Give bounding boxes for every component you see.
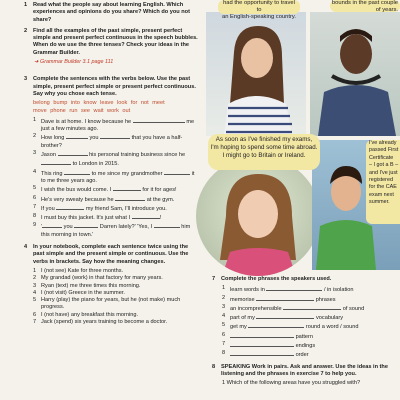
answer-blank[interactable] (256, 295, 314, 301)
photo-boy-headphones (310, 12, 400, 136)
list-item: 1 Which of the following areas have you struggled with? (222, 380, 361, 387)
list-item: 5 Harry (play) the piano for years, but he (not make) much progress. (33, 297, 181, 311)
answer-blank[interactable] (56, 204, 84, 210)
exercise-number: 3 (24, 76, 28, 83)
exercise-4 (24, 244, 200, 266)
exercise-2 (24, 28, 200, 57)
speech-bubble-3: As soon as I've finished my exams, I'm hoping to spend some time abroad. I might go to Britain or Ireland. (208, 134, 320, 170)
answer-blank[interactable] (230, 350, 294, 356)
grammar-builder-link[interactable] (34, 59, 200, 66)
right-column (212, 276, 400, 388)
left-column (24, 0, 200, 326)
list-item: 1 I (not see) Kate for three months. (33, 267, 124, 274)
portrait-illustration (310, 12, 400, 136)
exercise-8 (212, 364, 400, 379)
answer-blank[interactable] (100, 133, 130, 139)
exercise-7 (212, 276, 400, 283)
list-item: 3 Ryan (text) me three times this morning. (33, 282, 141, 289)
arrow-icon: ➜ (34, 59, 41, 66)
answer-blank[interactable] (248, 322, 304, 328)
portrait-illustration (196, 156, 320, 276)
list-item: 1 learn words in / in isolation (222, 285, 354, 294)
exercise-1 (24, 2, 200, 24)
exercise-number: 4 (24, 244, 28, 251)
answer-blank[interactable] (283, 304, 341, 310)
exercise-instruction: Complete the sentences with the verbs below. Use the past simple, present perfect simple or present perfect continuous. Say why you chose each tense. (33, 76, 196, 97)
list-item: 5 get my round a word / sound (222, 322, 359, 331)
word-box-line-2: move phone run see wait work out (33, 107, 131, 114)
speech-bubble-4: I've already passed First Certificate – I got a B – and I've just registered for the CAE exam next summer. (366, 140, 400, 224)
answer-blank[interactable] (266, 285, 322, 291)
list-item: 5 I wish the bus would come. I for it for ages! (33, 185, 177, 194)
exercise-7-items (212, 285, 400, 359)
exercise-4-items (33, 268, 200, 326)
list-item: 3 an incomprehensible of sound (222, 303, 365, 312)
answer-blank[interactable] (113, 185, 141, 191)
list-item: 3 Jason his personal training business since he to London in 2015. (33, 150, 186, 168)
exercise-3 (24, 76, 200, 98)
exercise-number: 8 (212, 363, 216, 370)
answer-blank[interactable] (230, 341, 294, 347)
exercise-instruction: Find all the examples of the past simple, present perfect simple and present perfect continuous in the speech bubbles. When do we use the three tenses? Check your ideas in the Grammar Builder. (33, 27, 198, 56)
list-item: 7 endings (222, 341, 316, 350)
exercise-number: 1 (24, 2, 28, 8)
list-item: 1 Dave is at home. I know because he me just a few minutes ago. (33, 116, 195, 133)
exercise-number: 2 (24, 27, 28, 34)
list-item: 4 This ring to me since my grandmother it to me three years ago. (33, 168, 195, 184)
exercise-instruction: In your notebook, complete each sentence twice using the past simple and the present simple or continuous. Use the verbs in brackets. Say how the meaning changes. (33, 244, 189, 265)
photo-girl-smiling (206, 12, 306, 136)
exercise-3-items (33, 117, 200, 239)
exercise-instruction: SPEAKING Work in pairs. Ask and answer. Use the ideas in the listening and the phrases in exercise 7 to help you. (221, 363, 388, 377)
answer-blank[interactable] (133, 117, 185, 123)
answer-blank[interactable] (74, 222, 98, 228)
answer-blank[interactable] (64, 169, 90, 175)
word-box-line-1: belong bump into know leave look for not meet (33, 100, 165, 107)
list-item: 8 I must buy this jacket. It's just what I ! (33, 213, 162, 222)
exercise-number: 7 (212, 276, 216, 282)
photo-girl-circle (196, 156, 320, 276)
answer-blank[interactable] (230, 332, 294, 338)
answer-blank[interactable] (164, 169, 190, 175)
speaking-label: SPEAKING (221, 363, 251, 370)
list-item: 2 My grandad (work) in that factory for many years. (33, 275, 163, 282)
list-item: 2 How long you that you have a half-brother? (33, 133, 183, 149)
answer-blank[interactable] (42, 222, 62, 228)
answer-blank[interactable] (41, 159, 71, 165)
list-item: 7 Jack (spend) six years training to become a doctor. (33, 318, 168, 325)
list-item: 8 order (222, 350, 309, 359)
list-item: 6 He's very sweaty because he at the gym. (33, 194, 175, 203)
list-item: 6 pattern (222, 331, 313, 340)
answer-blank[interactable] (154, 222, 180, 228)
speech-bubble-1: had the opportunity to travel to an English-speaking country. (218, 0, 300, 14)
answer-blank[interactable] (58, 150, 88, 156)
grammar-builder-text: Grammar Builder 3.1 page 111 (40, 59, 114, 66)
list-item: 4 I (not visit) Greece in the summer. (33, 289, 125, 296)
answer-blank[interactable] (115, 195, 145, 201)
answer-blank[interactable] (66, 133, 88, 139)
exercise-instruction: Complete the phrases the speakers used. (221, 276, 332, 282)
list-item: 2 memorise phrases (222, 294, 336, 303)
portrait-illustration (206, 12, 306, 136)
answer-blank[interactable] (132, 213, 160, 219)
list-item: 9 ' you Darren lately?' 'Yes, I him this morning in town.' (33, 222, 191, 238)
list-item: 4 part of my vocabulary (222, 313, 344, 322)
list-item: 6 I (not have) any breakfast this morning. (33, 311, 139, 318)
speech-bubble-2: bounds in the past couple of years. (331, 0, 398, 14)
answer-blank[interactable] (256, 313, 314, 319)
list-item: 7 If you my friend Sam, I'll introduce you. (33, 203, 167, 212)
exercise-instruction: Read what the people say about learning English. Which experiences and opinions do you share? Which do you not share? (33, 2, 190, 23)
